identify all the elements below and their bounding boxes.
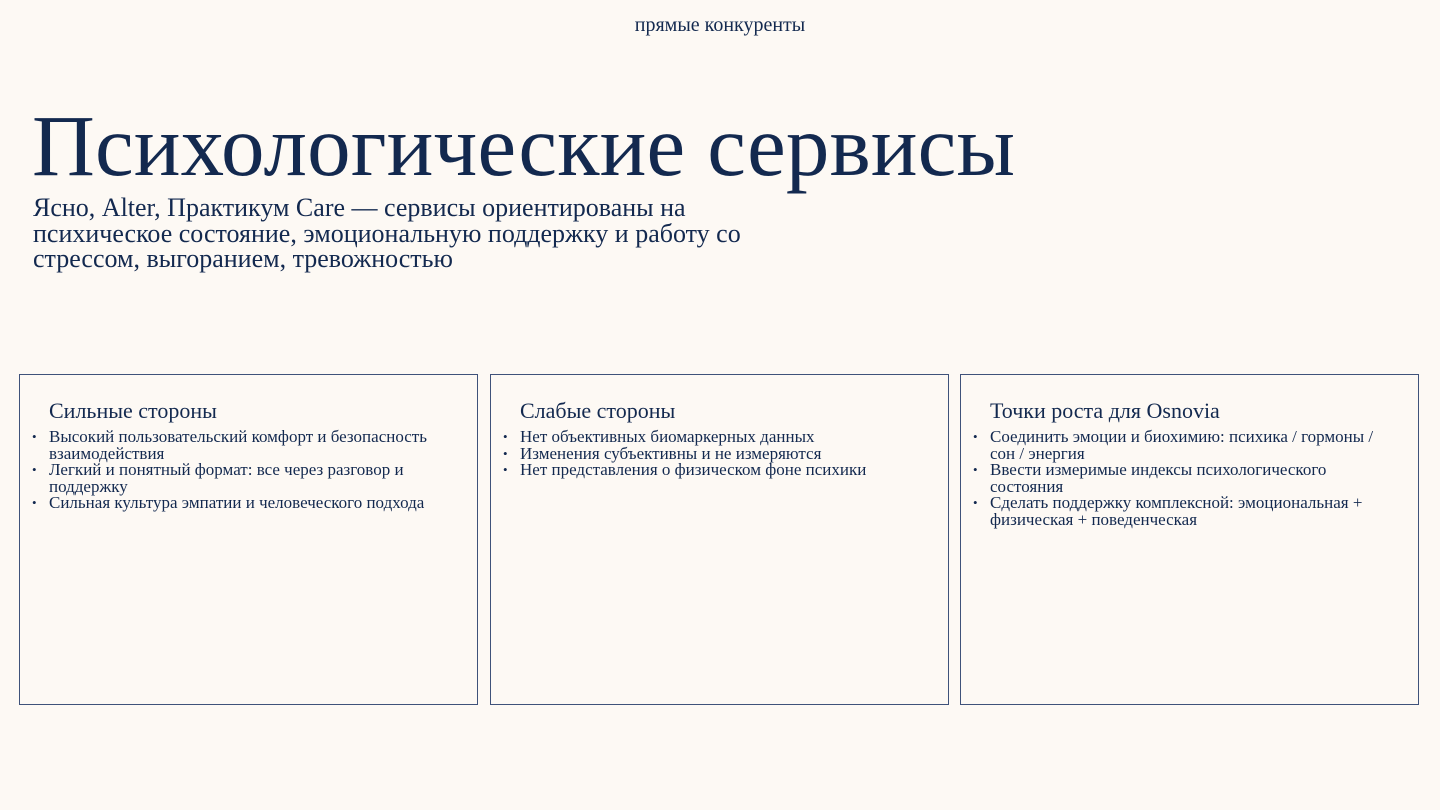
card-strengths bbox=[19, 374, 478, 705]
page-title: Психологические сервисы bbox=[32, 97, 1016, 194]
card-title: Слабые стороны bbox=[520, 398, 676, 423]
card-weaknesses bbox=[490, 374, 949, 705]
list-item: • Сделать поддержку комплексной: эмоциональная + физическая + поведенческая bbox=[990, 495, 1400, 528]
list-item: • Изменения субъективны и не измеряются bbox=[520, 446, 930, 463]
card-title: Точки роста для Osnovia bbox=[990, 398, 1220, 423]
list-item: • Ввести измеримые индексы психологического состояния bbox=[990, 462, 1400, 495]
list-item: • Высокий пользовательский комфорт и безопасность взаимодействия bbox=[49, 429, 459, 462]
card-list bbox=[520, 429, 930, 479]
card-title: Сильные стороны bbox=[49, 398, 217, 423]
list-item: • Нет объективных биомаркерных данных bbox=[520, 429, 930, 446]
card-list bbox=[990, 429, 1400, 528]
page-subtitle: Ясно, Alter, Практикум Care — сервисы ориентированы на психическое состояние, эмоциональную поддержку и работу со стрессом, выгоранием, тревожностью bbox=[33, 193, 741, 273]
card-growth-points bbox=[960, 374, 1419, 705]
card-list bbox=[49, 429, 459, 512]
list-item: • Соединить эмоции и биохимию: психика / гормоны / сон / энергия bbox=[990, 429, 1400, 462]
list-item: • Легкий и понятный формат: все через разговор и поддержку bbox=[49, 462, 459, 495]
list-item: • Нет представления о физическом фоне психики bbox=[520, 462, 930, 479]
list-item: • Сильная культура эмпатии и человеческого подхода bbox=[49, 495, 459, 512]
section-kicker: прямые конкуренты bbox=[634, 14, 806, 36]
